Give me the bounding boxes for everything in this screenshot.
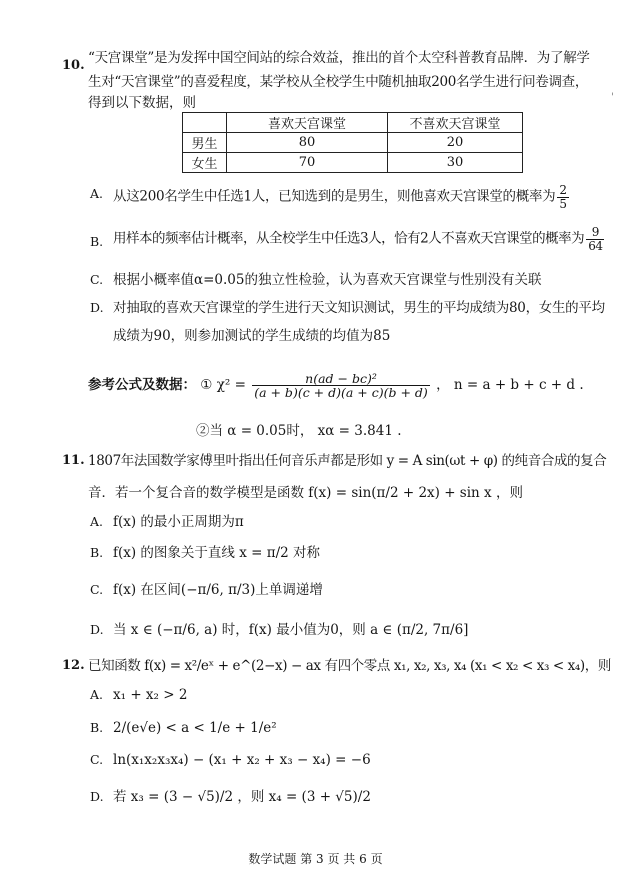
- q10-option-c-label: C.: [90, 272, 104, 287]
- q10-option-a-text: 从这200名学生中任选1人，已知选到的是男生，则他喜欢天宫课堂的概率为: [113, 188, 556, 205]
- q10-option-b: [113, 226, 606, 252]
- q12-line-1: 已知函数 f(x) = x²/eˣ + e^(2−x) − ax 有四个零点 x₁, x₂, x₃, x₄ (x₁ < x₂ < x₃ < x₄)，则: [88, 658, 611, 674]
- fraction-numerator: 2: [559, 183, 567, 197]
- q10-option-d-label: D.: [90, 300, 104, 315]
- margin-mark: ': [611, 92, 614, 103]
- q10-option-a: [113, 184, 571, 210]
- fraction: [586, 226, 604, 252]
- table-header-cell: [183, 113, 227, 133]
- table-header-cell: 喜欢天宫课堂: [227, 113, 388, 133]
- q10-option-b-text: 用样本的频率估计概率，从全校学生中任选3人，恰有2人不喜欢天宫课堂的概率为: [113, 230, 585, 247]
- q10-line-2: 生对“天宫课堂”的喜爱程度，某学校从全校学生中随机抽取200名学生进行问卷调查，: [88, 74, 589, 90]
- q11-line-1: 1807年法国数学家傅里叶指出任何音乐声都是形如 y = A sin(ωt + φ) 的纯音合成的复合: [88, 453, 607, 469]
- reference-formula-suffix: ， n = a + b + c + d .: [436, 377, 584, 394]
- fraction: [557, 184, 568, 210]
- fraction-denominator: 64: [588, 238, 603, 253]
- reference-title: 参考公式及数据：: [88, 377, 196, 394]
- fraction-denominator: (a + b)(c + d)(a + c)(b + d): [254, 385, 428, 401]
- q11-option-a-text: f(x) 的最小正周期为π: [113, 514, 244, 530]
- fraction-numerator: n(ad − bc)²: [252, 372, 430, 386]
- table-cell: 女生: [183, 153, 227, 173]
- table-header-cell: 不喜欢天宫课堂: [388, 113, 523, 133]
- q11-option-a-label: A.: [90, 514, 104, 529]
- table-cell: 男生: [183, 133, 227, 153]
- table-cell: 70: [227, 153, 388, 173]
- q10-option-d-line-1: 对抽取的喜欢天宫课堂的学生进行天文知识测试，男生的平均成绩为80，女生的平均: [113, 300, 605, 316]
- q10-line-1: “天宫课堂”是为发挥中国空间站的综合效益，推出的首个太空科普教育品牌．为了解学: [88, 50, 590, 66]
- page-footer: 数学试题 第 3 页 共 6 页: [248, 852, 383, 866]
- q12-option-a-label: A.: [90, 687, 104, 702]
- fraction-denominator: 5: [559, 196, 567, 211]
- q12-option-d-text: 若 x₃ = (3 − √5)/2 ，则 x₄ = (3 + √5)/2: [113, 789, 371, 805]
- q12-option-c-text: ln(x₁x₂x₃x₄) − (x₁ + x₂ + x₃ − x₄) = −6: [113, 752, 371, 768]
- q12-option-c-label: C.: [90, 752, 104, 767]
- q11-line-2: 音．若一个复合音的数学模型是函数 f(x) = sin(π/2 + 2x) + sin x ，则: [88, 485, 523, 501]
- q12-option-b-label: B.: [90, 720, 104, 735]
- chi-square-fraction: [252, 372, 430, 399]
- q10-option-b-label: B.: [90, 234, 104, 249]
- q10-option-c-text: 根据小概率值α=0.05的独立性检验，认为喜欢天宫课堂与性别没有关联: [113, 272, 542, 288]
- q12-option-d-label: D.: [90, 789, 104, 804]
- q10-option-a-label: A.: [90, 186, 104, 201]
- q11-option-c-text: f(x) 在区间(−π/6, π/3)上单调递增: [113, 582, 323, 598]
- q12-option-b-text: 2/(e√e) < a < 1/e + 1/e²: [113, 720, 277, 736]
- q10-number: 10.: [62, 58, 85, 73]
- q10-line-3: 得到以下数据，则: [88, 95, 196, 111]
- reference-data: ②当 α = 0.05时， xα = 3.841 .: [196, 423, 402, 439]
- q10-option-d-line-2: 成绩为90，则参加测试的学生成绩的均值为85: [113, 328, 391, 344]
- table-cell: 20: [388, 133, 523, 153]
- table-cell: 30: [388, 153, 523, 173]
- q11-number: 11.: [62, 453, 85, 468]
- q11-option-d-label: D.: [90, 622, 104, 637]
- q12-number: 12.: [62, 658, 85, 673]
- reference-formula-prefix: ① χ² =: [200, 377, 246, 394]
- survey-table: [182, 112, 523, 173]
- q11-option-d-text: 当 x ∈ (−π/6, a) 时，f(x) 最小值为0，则 a ∈ (π/2, 7π/6]: [113, 622, 469, 638]
- table-header-row: [183, 113, 523, 133]
- q11-option-c-label: C.: [90, 582, 104, 597]
- q11-option-b-label: B.: [90, 545, 104, 560]
- table-row: [183, 133, 523, 153]
- table-cell: 80: [227, 133, 388, 153]
- q11-option-b-text: f(x) 的图象关于直线 x = π/2 对称: [113, 545, 321, 561]
- q12-option-a-text: x₁ + x₂ > 2: [113, 687, 188, 703]
- table-row: [183, 153, 523, 173]
- fraction-numerator: 9: [586, 226, 604, 240]
- reference-formula: [88, 372, 584, 399]
